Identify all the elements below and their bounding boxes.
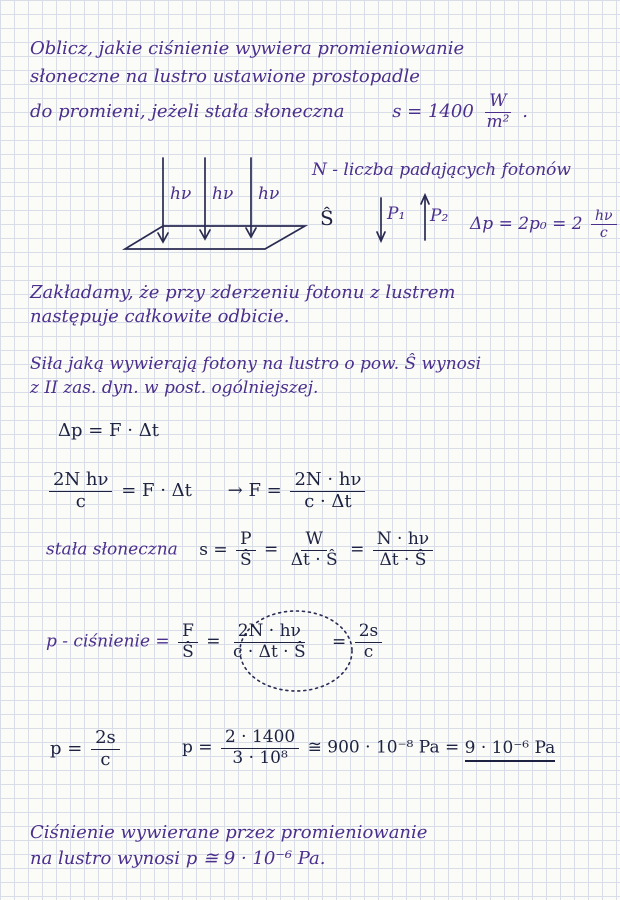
eq-pressure — [46, 622, 385, 662]
area-label: Ŝ — [320, 206, 334, 230]
calc-den: 3 · 10⁸ — [232, 747, 288, 768]
pressure-f-fraction — [178, 622, 198, 662]
eq-force — [46, 470, 368, 512]
problem-line-3-text: do promieni, jeżeli stała słoneczna — [30, 101, 345, 123]
solar-eq-2: = — [350, 539, 365, 560]
force-line-1: Siła jaką wywierają fotony na lustro o pow. Ŝ wynosi — [30, 354, 482, 374]
solar-n-fraction — [373, 530, 433, 570]
calc-label: p = — [182, 737, 213, 758]
unit-den: m² — [486, 111, 510, 132]
dp-den: c — [599, 225, 608, 242]
dp-num: hν — [591, 208, 617, 225]
calc-fraction — [221, 728, 299, 768]
p-label: p = — [50, 738, 83, 760]
photon-label-3: hν — [258, 184, 280, 204]
pressure-big-den: c · Δt · Ŝ — [232, 641, 306, 662]
solar-p-fraction — [236, 530, 256, 570]
p2-label: P₂ — [430, 206, 449, 226]
solar-n-den: Δt · Ŝ — [379, 549, 427, 570]
pressure-big-num: 2N · hν — [234, 622, 305, 643]
photon-label-1: hν — [170, 184, 192, 204]
solar-n-num: N · hν — [373, 530, 433, 551]
calc-num: 2 · 1400 — [221, 728, 299, 749]
eq2-fraction — [49, 470, 112, 512]
conclusion-line-1: Ciśnienie wywierane przez promieniowanie — [30, 822, 428, 843]
calc-result: 9 · 10⁻⁶ Pa — [465, 738, 556, 762]
eq-p-calc — [182, 728, 555, 768]
pressure-big-fraction — [229, 622, 310, 662]
dp-fraction — [591, 208, 617, 241]
pressure-eq-1: = — [206, 631, 221, 652]
pressure-f-den: Ŝ — [182, 641, 194, 662]
p1-label: P₁ — [387, 204, 406, 224]
dp-eq: Δp = 2p₀ = 2 — [470, 214, 583, 235]
eq2-f-fraction — [290, 470, 365, 512]
calc-approx: ≅ — [307, 737, 322, 758]
photon-label-2: hν — [212, 184, 234, 204]
eq2-f-num: 2N · hν — [290, 470, 365, 492]
pressure-res-num: 2s — [355, 622, 383, 643]
eq-solar-constant — [46, 530, 436, 570]
eq2-rhs: = F · Δt — [121, 480, 192, 502]
problem-line-2: słoneczne na lustro ustawione prostopadle — [30, 66, 420, 87]
solar-w-den: Δt · Ŝ — [290, 549, 338, 570]
pressure-f-num: F — [178, 622, 198, 643]
solar-constant-value: s = 1400 — [392, 101, 474, 123]
mirror-surface — [125, 226, 305, 249]
p-fraction — [91, 728, 120, 770]
photon-count-note: N - liczba padających fotonów — [312, 160, 571, 180]
eq-p-simple — [50, 728, 123, 770]
pressure-label: p - ciśnienie = — [46, 631, 170, 652]
solar-p-den: Ŝ — [239, 549, 252, 570]
eq2-num: 2N hν — [49, 470, 112, 492]
p-den: c — [100, 748, 111, 770]
solar-label: stała słoneczna — [46, 539, 178, 560]
solar-s: s = — [199, 539, 228, 560]
pressure-res-fraction — [355, 622, 383, 662]
conclusion-line-2: na lustro wynosi p ≅ 9 · 10⁻⁶ Pa. — [30, 848, 326, 869]
assumption-line-2: następuje całkowite odbicie. — [30, 306, 290, 327]
pressure-eq-2: = — [332, 631, 347, 652]
p-num: 2s — [91, 728, 120, 750]
eq2-f-den: c · Δt — [304, 490, 352, 512]
solar-w-num: W — [301, 530, 326, 551]
solar-w-fraction — [287, 530, 342, 570]
pressure-res-den: c — [363, 641, 374, 662]
unit-num: W — [485, 92, 510, 113]
eq2-arrow: → F = — [227, 480, 282, 502]
calc-mid: 900 · 10⁻⁸ Pa = — [327, 737, 460, 758]
eq-impulse: Δp = F · Δt — [58, 420, 159, 441]
momentum-change — [470, 208, 620, 241]
eq2-den: c — [75, 490, 86, 512]
solar-eq-1: = — [264, 539, 279, 560]
problem-line-1: Oblicz, jakie ciśnienie wywiera promieniowanie — [30, 38, 465, 59]
assumption-line-1: Zakładamy, że przy zderzeniu fotonu z lustrem — [30, 282, 456, 303]
problem-period: . — [522, 101, 528, 123]
force-line-2: z II zas. dyn. w post. ogólniejszej. — [30, 378, 319, 398]
solar-p-num: P — [236, 530, 255, 551]
